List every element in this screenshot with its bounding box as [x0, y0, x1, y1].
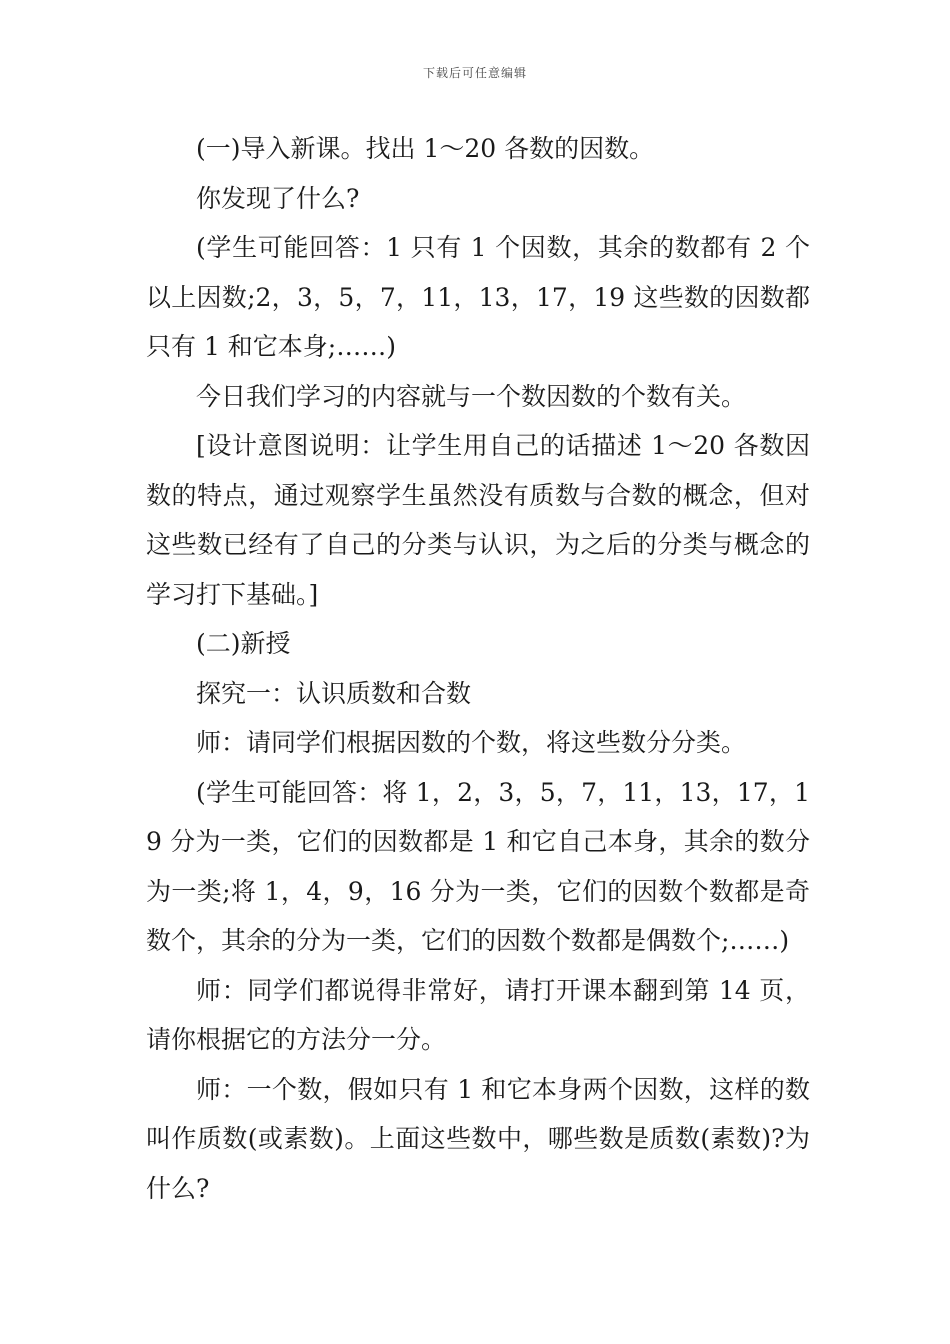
paragraph-student-answer-1: (学生可能回答：1 只有 1 个因数，其余的数都有 2 个以上因数;2，3，5，7，11，13，17，19 这些数的因数都只有 1 和它本身;……) [146, 233, 810, 361]
paragraph-lesson-topic: 今日我们学习的内容就与一个数因数的个数有关。 [196, 381, 747, 411]
paragraph-intro: (一)导入新课。找出 1～20 各数的因数。 [196, 134, 655, 163]
paragraph-teacher-textbook: 师：同学们都说得非常好，请打开课本翻到第 14 页，请你根据它的方法分一分。 [146, 975, 810, 1054]
paragraph-question: 你发现了什么? [196, 183, 360, 213]
paragraph-section-new: (二)新授 [196, 629, 291, 658]
paragraph-design-intent: [设计意图说明：让学生用自己的话描述 1～20 各数因数的特点，通过观察学生虽然没有质数与合数的概念，但对这些数已经有了自己的分类与认识，为之后的分类与概念的学习打下基础。] [146, 431, 810, 609]
header-note: 下载后可任意编辑 [422, 66, 527, 80]
paragraph-teacher-definition: 师：一个数，假如只有 1 和它本身两个因数，这样的数叫作质数(或素数)。上面这些数中，哪些数是质数(素数)?为什么? [146, 1074, 810, 1203]
paragraph-teacher-classify: 师：请同学们根据因数的个数，将这些数分分类。 [196, 728, 747, 757]
paragraph-student-answer-2: (学生可能回答：将 1，2，3，5，7，11，13，17，19 分为一类，它们的因数都是 1 和它自己本身，其余的数分为一类;将 1，4，9，16 分为一类，它们的因数个数都是奇数个，其余的分为一类，它们的因数个数都是偶数个;……) [146, 777, 810, 955]
paragraph-exploration-1: 探究一：认识质数和合数 [196, 678, 472, 708]
document-body [146, 124, 810, 1213]
